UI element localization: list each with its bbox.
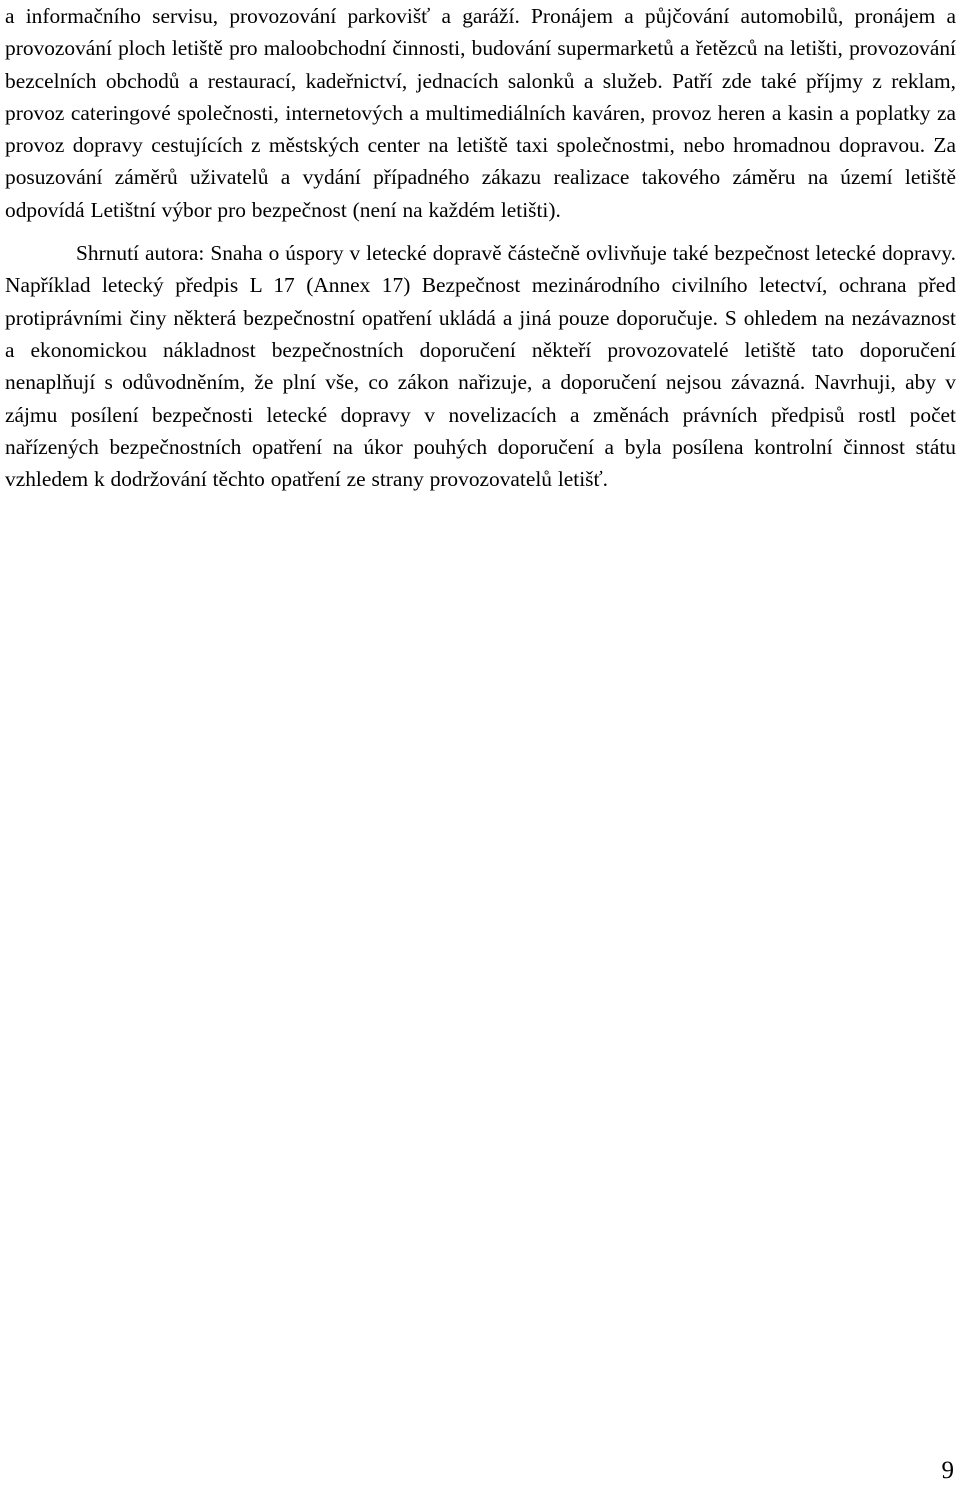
body-paragraph-services: a informačního servisu, provozování parkovišť a garáží. Pronájem a půjčování automobilů, pronájem a provozování ploch letiště pro maloobchodní činnosti, budování supermarketů a řetězců na letišti, provozování bezcelních obchodů a restaurací, kadeřnictví, jednacích salonků a služeb. Patří zde také příjmy z reklam, provoz cateringové společnosti, internetových a multimediálních kaváren, provoz heren a kasin a poplatky za provoz dopravy cestujících z městských center na letiště taxi společnostmi, nebo hromadnou dopravou. Za posuzování záměrů uživatelů a vydání případného zákazu realizace takového záměru na území letiště odpovídá Letištní výbor pro bezpečnost (není na každém letišti). [5,4,956,222]
document-page [5,0,956,495]
page-number: 9 [941,1457,954,1484]
body-paragraph-author-summary: Shrnutí autora: Snaha o úspory v letecké dopravě částečně ovlivňuje také bezpečnost letecké dopravy. Například letecký předpis L 17 (Annex 17) Bezpečnost mezinárodního civilního letectví, ochrana před protiprávními činy některá bezpečnostní opatření ukládá a jiná pouze doporučuje. S ohledem na nezávaznost a ekonomickou nákladnost bezpečnostních doporučení někteří provozovatelé letiště tato doporučení nenaplňují s odůvodněním, že plní vše, co zákon nařizuje, a doporučení nejsou závazná. Navrhuji, aby v zájmu posílení bezpečnosti letecké dopravy v novelizacích a změnách právních předpisů rostl počet nařízených bezpečnostních opatření na úkor pouhých doporučení a byla posílena kontrolní činnost státu vzhledem k dodržování těchto opatření ze strany provozovatelů letišť. [5,241,956,492]
